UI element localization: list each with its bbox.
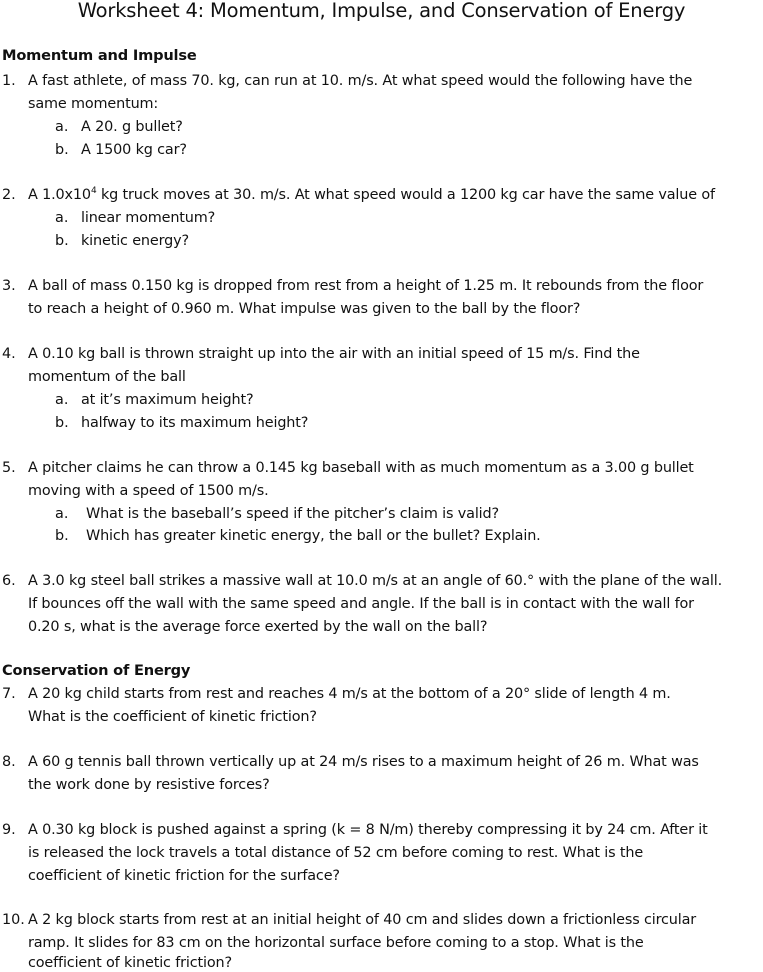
q5-a-text: What is the baseball’s speed if the pitcher’s claim is valid? (86, 506, 499, 522)
q4-line-2: momentum of the ball (28, 369, 186, 385)
section-heading-momentum: Momentum and Impulse (2, 47, 197, 64)
q6-line-3: 0.20 s, what is the average force exerted by the wall on the ball? (28, 619, 488, 635)
q7-line-2: What is the coefficient of kinetic friction? (28, 709, 317, 725)
q9-line-1: A 0.30 kg block is pushed against a spring (k = 8 N/m) thereby compressing it by 24 cm. After it (28, 822, 708, 838)
q9-line-3: coefficient of kinetic friction for the surface? (28, 868, 340, 884)
q2-a-text: linear momentum? (81, 210, 216, 226)
q2-pre: A 1.0x10 (28, 187, 91, 203)
q1-number: 1. (2, 73, 16, 89)
q10-line-1: A 2 kg block starts from rest at an initial height of 40 cm and slides down a frictionless circular (28, 912, 697, 928)
q1-line-1: A fast athlete, of mass 70. kg, can run at 10. m/s. At what speed would the following have the (28, 73, 693, 89)
q4-b-text: halfway to its maximum height? (81, 415, 309, 431)
q2-post: kg truck moves at 30. m/s. At what speed would a 1200 kg car have the same value of (96, 187, 715, 203)
q4-line-1: A 0.10 kg ball is thrown straight up into the air with an initial speed of 15 m/s. Find the (28, 346, 640, 362)
q6-line-2: If bounces off the wall with the same speed and angle. If the ball is in contact with the wall for (28, 596, 694, 612)
section-heading-energy: Conservation of Energy (2, 662, 191, 679)
q3-line-2: to reach a height of 0.960 m. What impulse was given to the ball by the floor? (28, 301, 581, 317)
q10-line-3: coefficient of kinetic friction? (28, 955, 232, 971)
q4-b-label: b. (55, 415, 69, 431)
q8-line-2: the work done by resistive forces? (28, 777, 270, 793)
q6-line-1: A 3.0 kg steel ball strikes a massive wall at 10.0 m/s at an angle of 60.° with the plane of the wall. (28, 573, 723, 589)
q9-number: 9. (2, 822, 16, 838)
q5-b-label: b. (55, 528, 69, 544)
q4-a-text: at it’s maximum height? (81, 392, 254, 408)
q2-b-text: kinetic energy? (81, 233, 189, 249)
q2-number: 2. (2, 187, 16, 203)
q5-a-label: a. (55, 506, 69, 522)
q7-number: 7. (2, 686, 16, 702)
q2-exponent: 4 (90, 186, 97, 197)
q8-line-1: A 60 g tennis ball thrown vertically up at 24 m/s rises to a maximum height of 26 m. What was (28, 754, 699, 770)
q3-number: 3. (2, 278, 16, 294)
q5-b-text: Which has greater kinetic energy, the ball or the bullet? Explain. (86, 528, 541, 544)
q1-a-label: a. (55, 119, 69, 135)
q4-number: 4. (2, 346, 16, 362)
q4-a-label: a. (55, 392, 69, 408)
q3-line-1: A ball of mass 0.150 kg is dropped from rest from a height of 1.25 m. It rebounds from the floor (28, 278, 704, 294)
q5-line-1: A pitcher claims he can throw a 0.145 kg baseball with as much momentum as a 3.00 g bullet (28, 460, 694, 476)
q2-a-label: a. (55, 210, 69, 226)
q7-line-1: A 20 kg child starts from rest and reaches 4 m/s at the bottom of a 20° slide of length 4 m. (28, 686, 671, 702)
q1-a-text: A 20. g bullet? (81, 119, 183, 135)
q2-line-1 (28, 186, 715, 204)
q5-line-2: moving with a speed of 1500 m/s. (28, 483, 269, 499)
q1-line-2: same momentum: (28, 96, 159, 112)
q6-number: 6. (2, 573, 16, 589)
q9-line-2: is released the lock travels a total distance of 52 cm before coming to rest. What is the (28, 845, 644, 861)
page-title: Worksheet 4: Momentum, Impulse, and Conservation of Energy (77, 0, 686, 22)
q1-b-label: b. (55, 142, 69, 158)
q2-b-label: b. (55, 233, 69, 249)
q10-line-2: ramp. It slides for 83 cm on the horizontal surface before coming to a stop. What is the (28, 935, 644, 951)
q10-number: 10. (2, 912, 25, 928)
q8-number: 8. (2, 754, 16, 770)
q1-b-text: A 1500 kg car? (81, 142, 187, 158)
q5-number: 5. (2, 460, 16, 476)
